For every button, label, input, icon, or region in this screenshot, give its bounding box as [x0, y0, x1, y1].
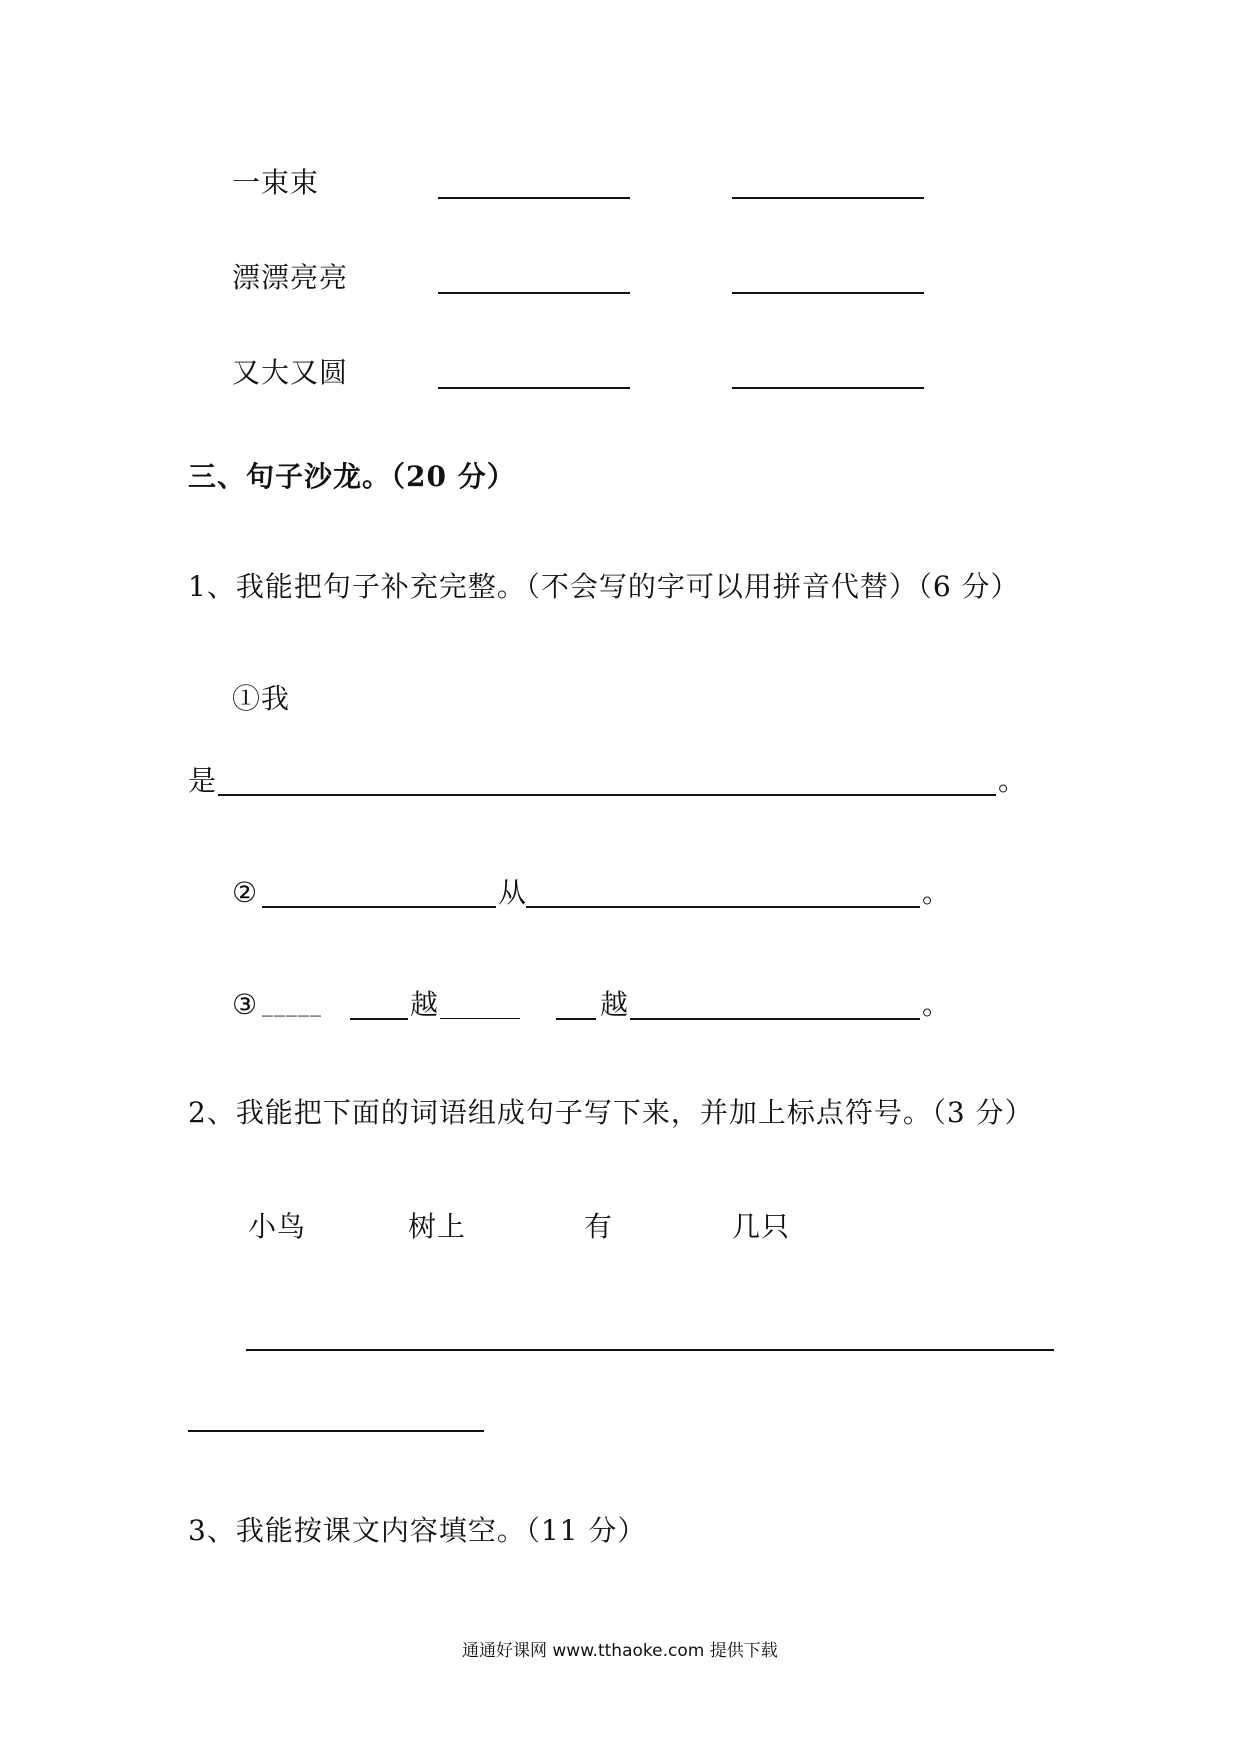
word-row-3-blank-1[interactable] [438, 387, 630, 389]
word-row-2-text: 漂漂亮亮 [232, 261, 349, 294]
word-row-1-text: 一束束 [232, 166, 320, 199]
word-row-3-text: 又大又圆 [232, 356, 349, 389]
q1-sentence-1-start: 是 [188, 764, 218, 797]
q1-sentence-3-blank-2[interactable] [440, 1018, 520, 1019]
q2-answer-line-1[interactable] [246, 1349, 1054, 1351]
q2-word-2: 树上 [408, 1210, 467, 1243]
q1-sentence-2-end: 。 [922, 876, 952, 909]
q1-sentence-2-blank-2[interactable] [526, 906, 920, 908]
q1-sentence-2-mid: 从 [498, 876, 528, 909]
q2-word-4: 几只 [732, 1210, 791, 1243]
q1-sentence-3-number: ③ [232, 988, 259, 1021]
q2-word-3: 有 [584, 1210, 614, 1243]
word-row-3-blank-2[interactable] [732, 387, 924, 389]
q1-sentence-3-blank-1[interactable] [350, 1018, 408, 1020]
footer-text: 通通好课网 www.tthaoke.com 提供下载 [462, 1641, 778, 1661]
q2-word-1: 小鸟 [248, 1210, 307, 1243]
q2-title: 2、我能把下面的词语组成句子写下来，并加上标点符号。（3 分） [188, 1096, 1034, 1129]
q1-sentence-3-mid-1: 越 [410, 988, 440, 1021]
word-row-1-blank-1[interactable] [438, 197, 630, 199]
word-row-2-blank-2[interactable] [732, 292, 924, 294]
q1-title: 1、我能把句子补充完整。（不会写的字可以用拼音代替）（6 分） [188, 570, 1020, 603]
q1-sentence-3-blank-3[interactable] [556, 1018, 596, 1020]
q1-sentence-3-blank-4[interactable] [630, 1018, 920, 1020]
q1-sentence-3-gap-1: _____ [262, 992, 322, 1017]
q1-sentence-1-prefix: ①我 [232, 682, 291, 715]
q1-sentence-2-blank-1[interactable] [262, 906, 496, 908]
q1-sentence-3-mid-2: 越 [600, 988, 630, 1021]
q1-sentence-3-end: 。 [922, 988, 952, 1021]
q1-sentence-1-end: 。 [998, 764, 1028, 797]
q1-sentence-2-number: ② [232, 876, 259, 909]
word-row-1-blank-2[interactable] [732, 197, 924, 199]
q3-title: 3、我能按课文内容填空。（11 分） [188, 1514, 647, 1547]
section-3-heading: 三、句子沙龙。（20 分） [188, 460, 516, 493]
q1-sentence-1-blank[interactable] [218, 794, 996, 796]
word-row-2-blank-1[interactable] [438, 292, 630, 294]
q2-answer-line-2[interactable] [188, 1430, 484, 1432]
